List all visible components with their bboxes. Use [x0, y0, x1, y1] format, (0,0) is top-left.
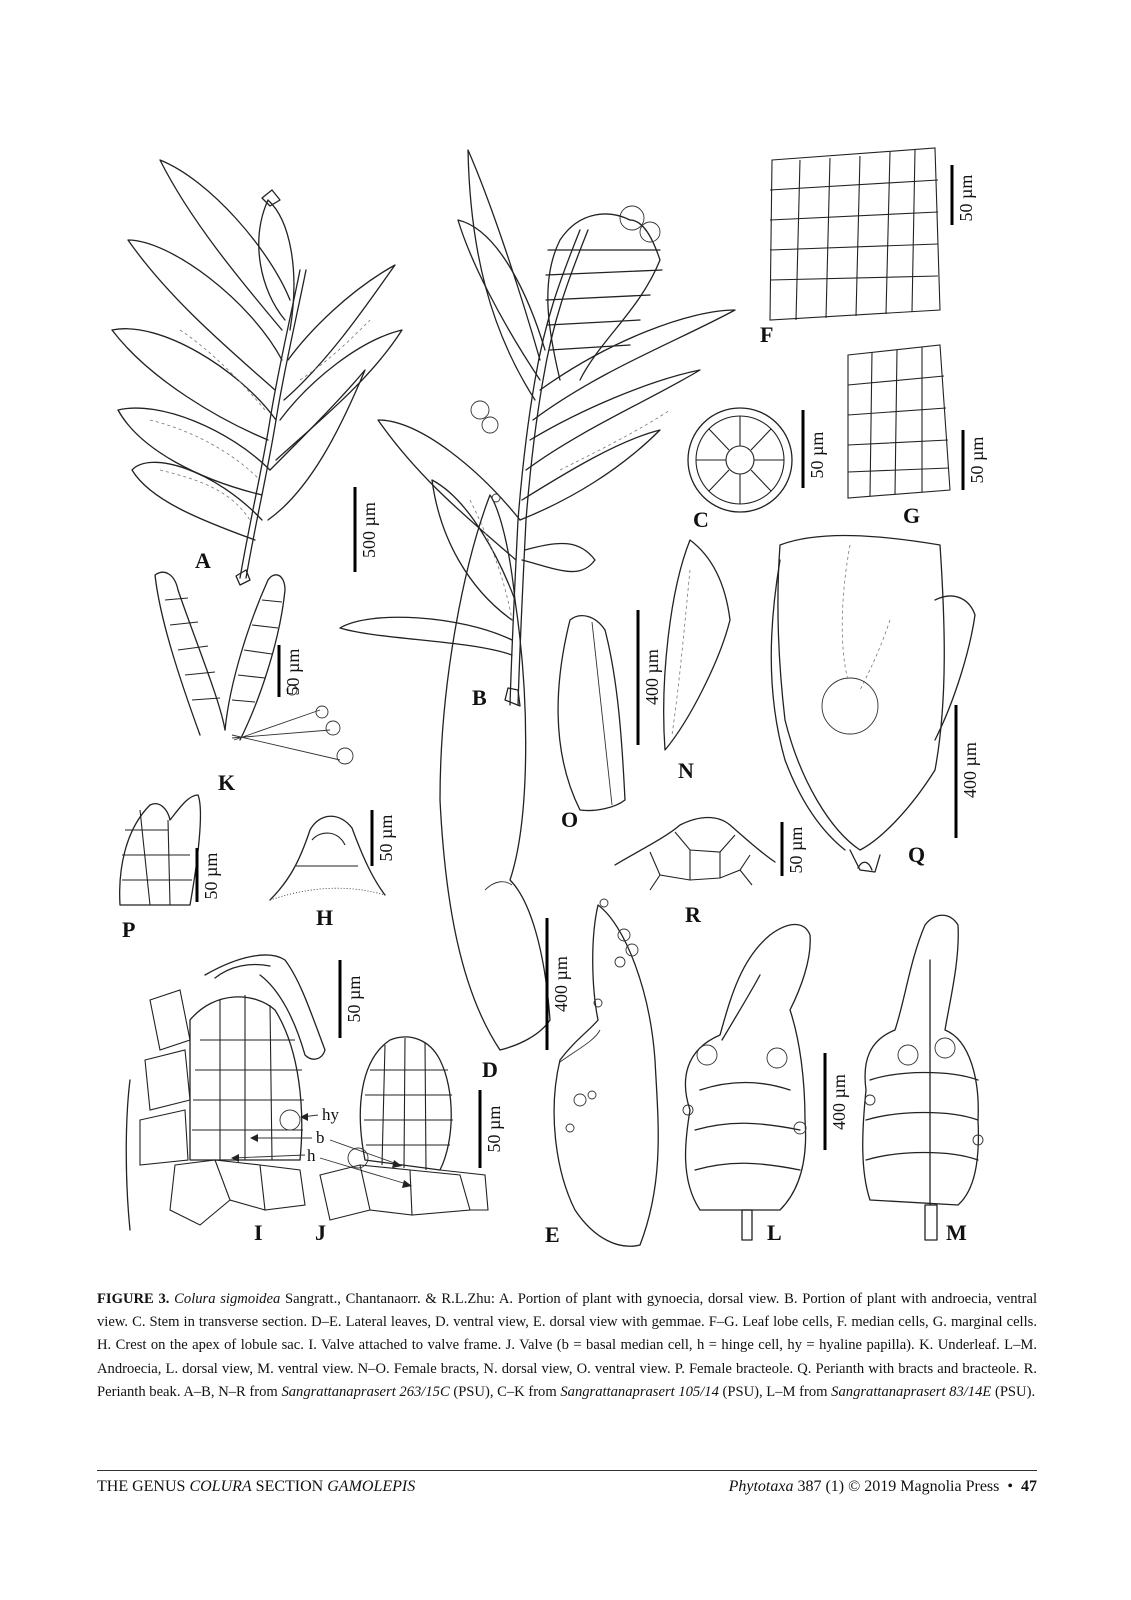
- drawing-q: [771, 536, 975, 872]
- panel-label-m: M: [946, 1220, 967, 1245]
- caption-figure-number: FIGURE 3.: [97, 1291, 170, 1307]
- scale-bar-label-q: 400 µm: [960, 742, 980, 798]
- drawing-j: [320, 1037, 488, 1220]
- panel-label-b: B: [472, 685, 487, 710]
- drawing-k: [155, 572, 353, 764]
- caption-specimen-3: Sangrattanaprasert 83/14E: [831, 1383, 992, 1400]
- running-title-genus: COLURA: [189, 1478, 252, 1495]
- panel-label-h: H: [316, 905, 334, 930]
- journal-name: Phytotaxa: [728, 1478, 794, 1495]
- drawing-p: [120, 795, 201, 905]
- panel-label-i: I: [254, 1220, 263, 1245]
- footer-rule: [97, 1470, 1037, 1471]
- caption-end: (PSU).: [991, 1383, 1036, 1400]
- running-title: [97, 1478, 415, 1496]
- scale-bar-label-j: 50 µm: [484, 1105, 504, 1153]
- drawing-m: [863, 915, 983, 1240]
- panel-label-p: P: [122, 917, 136, 942]
- caption-specimen-1: Sangrattanaprasert 263/15C: [281, 1383, 450, 1400]
- panel-label-q: Q: [908, 842, 926, 867]
- scale-bar-label-g: 50 µm: [967, 436, 987, 484]
- panel-label-k: K: [218, 770, 236, 795]
- running-title-pre: THE GENUS: [97, 1478, 190, 1495]
- caption-mid-2: (PSU), L–M from: [718, 1383, 832, 1400]
- scale-bar-label-c: 50 µm: [807, 431, 827, 479]
- scale-bar-label-p: 50 µm: [201, 852, 221, 900]
- scale-bar-label-de: 400 µm: [551, 956, 571, 1012]
- scale-bar-label-h: 50 µm: [376, 814, 396, 862]
- footer-bullet: •: [1007, 1478, 1013, 1495]
- drawing-o: [558, 616, 625, 811]
- drawing-c: [688, 408, 792, 512]
- drawing-d: [440, 494, 550, 1050]
- drawing-b: [340, 150, 735, 706]
- scale-bar-label-lm: 400 µm: [829, 1074, 849, 1130]
- scale-bar-label-r: 50 µm: [786, 826, 806, 874]
- drawing-l: [683, 924, 810, 1240]
- scale-bar-label-i: 50 µm: [344, 975, 364, 1023]
- panel-label-l: L: [767, 1220, 782, 1245]
- drawing-n: [664, 540, 730, 750]
- annotation-b: b: [316, 1128, 325, 1147]
- drawing-f: [770, 148, 940, 320]
- caption-mid-1: (PSU), C–K from: [449, 1383, 561, 1400]
- panel-label-d: D: [482, 1057, 498, 1082]
- annotation-h: h: [307, 1146, 316, 1165]
- caption-specimen-2: Sangrattanaprasert 105/14: [560, 1383, 719, 1400]
- scale-bar-label-a: 500 µm: [359, 502, 379, 558]
- page-number: 47: [1021, 1478, 1037, 1495]
- panel-label-o: O: [561, 807, 579, 832]
- scale-bar-label-f: 50 µm: [956, 174, 976, 222]
- drawing-h: [270, 816, 385, 900]
- panel-label-r: R: [685, 902, 701, 927]
- panel-label-j: J: [315, 1220, 326, 1245]
- caption-species: Colura sigmoidea: [174, 1291, 281, 1307]
- panel-label-a: A: [195, 548, 211, 573]
- panel-label-f: F: [760, 322, 774, 347]
- panel-label-g: G: [903, 503, 921, 528]
- journal-info: [729, 1478, 1037, 1496]
- drawing-e: [554, 899, 658, 1246]
- drawing-i: [126, 955, 325, 1230]
- running-title-mid: SECTION: [251, 1478, 328, 1495]
- panel-label-n: N: [678, 758, 694, 783]
- drawing-r: [615, 818, 775, 891]
- drawing-g: [848, 345, 950, 498]
- panel-label-e: E: [545, 1222, 560, 1247]
- running-title-section: GAMOLEPIS: [327, 1478, 416, 1495]
- scale-bar-label-k: 50 µm: [283, 648, 303, 696]
- figure-caption: [97, 1288, 1037, 1404]
- annotation-hy: hy: [322, 1105, 339, 1124]
- scale-bar-label-no: 400 µm: [642, 649, 662, 705]
- journal-volume: 387 (1) © 2019 Magnolia Press: [793, 1478, 1000, 1495]
- caption-body: Sangratt., Chantanaorr. & R.L.Zhu: A. Portion of plant with gynoecia, dorsal view. B. Portion of plant with androecia, ventral view. C. Stem in transverse section. D–E. Lateral leaves, D. ventral view, E. dorsal view with gemmae. F–G. Leaf lobe cells, F. median cells, G. marginal cells. H. Crest on the apex of lobule sac. I. Valve attached to valve frame. J. Valve (b = basal median cell, h = hinge cell, hy = hyaline papilla). K. Underleaf. L–M. Androecia, L. dorsal view, M. ventral view. N–O. Female bracts, N. dorsal view, O. ventral view. P. Female bracteole. Q. Perianth with bracts and bracteole. R. Perianth beak. A–B, N–R from: [97, 1291, 1037, 1400]
- annotation-arrows: [231, 1113, 412, 1188]
- panel-label-c: C: [693, 507, 709, 532]
